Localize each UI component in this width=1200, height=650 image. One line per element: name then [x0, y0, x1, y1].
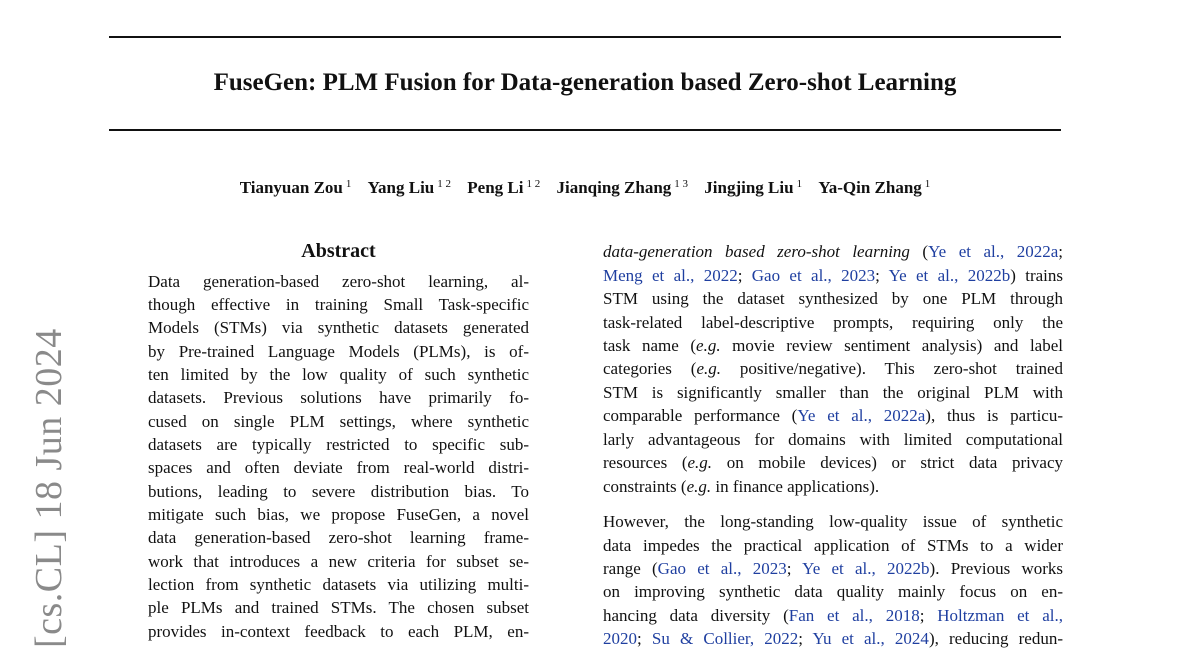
author-1: [240, 178, 352, 197]
citation-link[interactable]: 2020: [603, 629, 637, 648]
author-name: Jianqing Zhang: [556, 178, 672, 197]
author-6: [818, 178, 930, 197]
citation-link[interactable]: Ye et al., 2022a: [928, 242, 1059, 261]
title-bottom-rule: [109, 129, 1061, 131]
body-text: movie review sentiment analysis) and label: [720, 336, 1063, 355]
abstract-line: data generation-based zero-shot learning frame-: [148, 528, 529, 547]
abstract-line: datasets are typically restricted to specific sub-: [148, 435, 529, 454]
body-line: STM is significantly smaller than the original PLM with: [603, 383, 1063, 402]
abstract-heading: Abstract: [301, 240, 376, 262]
abstract-line: datasets. Previous solutions have primarily fo-: [148, 388, 529, 407]
body-line: data-generation based zero-shot learning (Ye et al., 2022a;: [603, 242, 1064, 261]
body-text: resources (: [603, 453, 688, 472]
body-line: hancing data diversity (Fan et al., 2018; Holtzman et al.,: [603, 606, 1063, 625]
citation-link[interactable]: Holtzman et al.,: [937, 606, 1063, 625]
body-line: data impedes the practical application of STMs to a wider: [603, 536, 1063, 555]
body-line: larly advantageous for domains with limited computational: [603, 430, 1063, 449]
abstract-line: lection from synthetic datasets via utilizing multi-: [148, 575, 529, 594]
author-affiliation: 1 3: [674, 178, 689, 190]
body-text: categories (: [603, 359, 697, 378]
body-line: task-related label-descriptive prompts, requiring only the: [603, 313, 1063, 332]
italic-term: data-generation based zero-shot learning: [603, 242, 910, 261]
body-line: However, the long-standing low-quality issue of synthetic: [603, 512, 1063, 531]
italic-term: e.g.: [696, 336, 721, 355]
body-line: range (Gao et al., 2023; Ye et al., 2022b). Previous works: [603, 559, 1063, 578]
abstract-line: Data generation-based zero-shot learning, al-: [148, 272, 529, 291]
author-affiliation: 1 2: [437, 178, 452, 190]
paper-title: FuseGen: PLM Fusion for Data-generation based Zero-shot Learning: [213, 69, 957, 96]
abstract-line: spaces and often deviate from real-world distri-: [148, 458, 529, 477]
abstract-line: butions, leading to severe distribution bias. To: [148, 482, 529, 501]
abstract-line: work that introduces a new criteria for subset se-: [148, 552, 529, 571]
italic-term: e.g.: [686, 477, 712, 496]
author-name: Ya-Qin Zhang: [818, 178, 922, 197]
body-line: [603, 451, 1063, 474]
citation-link[interactable]: Fan et al., 2018: [788, 606, 920, 625]
body-line: Meng et al., 2022; Gao et al., 2023; Ye et al., 2022b) trains: [603, 266, 1063, 285]
abstract-line: mitigate such bias, we propose FuseGen, a novel: [148, 505, 529, 524]
body-text: ). Previous works: [929, 559, 1063, 578]
citation-link[interactable]: Ye et al., 2022a: [797, 406, 926, 425]
author-2: [368, 178, 451, 197]
body-line: [603, 334, 1063, 357]
body-text: in finance applications).: [711, 477, 880, 496]
abstract-line: by Pre-trained Language Models (PLMs), is of-: [148, 342, 529, 361]
author-name: Tianyuan Zou: [239, 178, 343, 197]
body-line: on improving synthetic data quality mainly focus on en-: [603, 582, 1063, 601]
body-text: hancing data diversity (: [603, 606, 789, 625]
abstract-line: Models (STMs) via synthetic datasets generated: [148, 318, 529, 337]
body-text: task name (: [603, 336, 697, 355]
body-line: [603, 404, 1063, 427]
body-text: trains: [1025, 266, 1063, 285]
citation-link[interactable]: Ye et al., 2022b: [802, 559, 930, 578]
body-text: ), reducing redun-: [928, 629, 1063, 648]
body-text: ), thus is particu-: [925, 406, 1063, 425]
body-line: [603, 475, 1063, 498]
author-affiliation: 1: [924, 178, 931, 190]
author-affiliation: 1: [345, 178, 352, 190]
arxiv-margin-stamp: [cs.CL] 18 Jun 2024: [28, 328, 70, 648]
citation-link[interactable]: Gao et al., 2023: [657, 559, 787, 578]
citation-link[interactable]: Gao et al., 2023: [751, 266, 876, 285]
author-name: Yang Liu: [367, 178, 435, 197]
author-4: [556, 178, 688, 197]
italic-term: e.g.: [687, 453, 713, 472]
abstract-line: though effective in training Small Task-specific: [148, 295, 529, 314]
author-affiliation: 1: [796, 178, 803, 190]
body-text: comparable performance (: [603, 406, 798, 425]
abstract-line: ten limited by the low quality of such synthetic: [148, 365, 529, 384]
author-name: Jingjing Liu: [704, 178, 794, 197]
author-list: [109, 172, 1061, 200]
title-top-rule: [109, 36, 1061, 38]
citation-link[interactable]: Ye et al., 2022b: [888, 266, 1011, 285]
abstract-line: ple PLMs and trained STMs. The chosen subset: [148, 598, 529, 617]
author-3: [467, 178, 540, 197]
abstract-line: provides in-context feedback to each PLM, en-: [148, 622, 529, 641]
body-text: constraints (: [603, 477, 687, 496]
author-5: [704, 178, 802, 197]
body-text: positive/negative). This zero-shot trained: [721, 359, 1063, 378]
author-name: Peng Li: [467, 178, 524, 197]
italic-term: e.g.: [696, 359, 722, 378]
body-line: 2020; Su & Collier, 2022; Yu et al., 2024), reducing redun-: [603, 629, 1063, 648]
citation-link[interactable]: Su & Collier, 2022: [651, 629, 799, 648]
citation-link[interactable]: Meng et al., 2022: [603, 266, 738, 285]
body-text: on mobile devices) or strict data privacy: [712, 453, 1063, 472]
author-affiliation: 1 2: [526, 178, 541, 190]
body-line: [603, 357, 1063, 380]
body-line: STM using the dataset synthesized by one PLM through: [603, 289, 1063, 308]
abstract-line: cused on single PLM settings, where synthetic: [148, 412, 529, 431]
body-text: range (: [603, 559, 658, 578]
citation-link[interactable]: Yu et al., 2024: [812, 629, 929, 648]
